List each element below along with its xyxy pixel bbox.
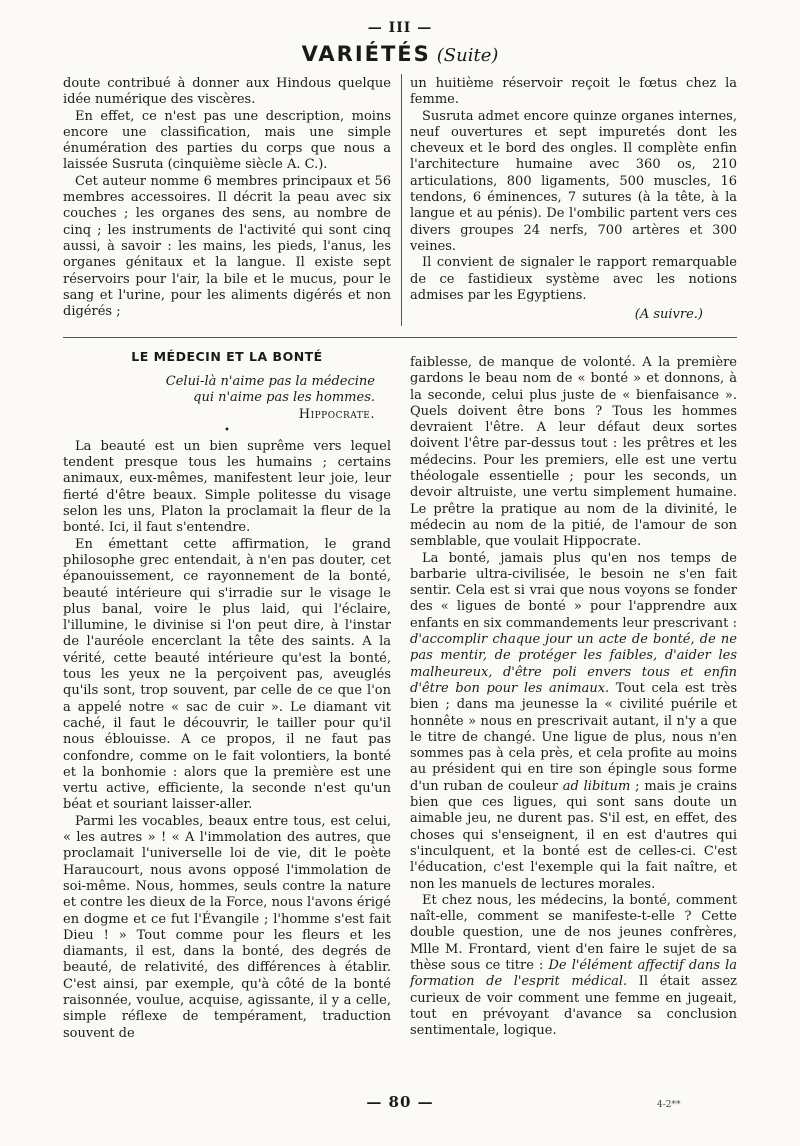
paragraph: Parmi les vocables, beaux entre tous, est celui, « les autres » ! « A l'immolation des autres, que proclamait l'universelle loi de vie, dit le poète Haraucourt, nous avons opposé l'immolation de soi-même. Nous, hommes, seuls contre la nature et contre les dieux de la Force, nous l'avons érigé en dogme et ce fut l'Évangile ; l'homme s'est fait Dieu ! » Tout comme pour les fleurs et les diamants, il est, dans la bonté, des degrés de beauté, de relativité, des différences à établir. C'est ainsi, par exemple, qu'à côté de la bonté raisonnée, voulue, acquise, agissante, il y a celle, simple réflexe de tempérament, traduction souvent de — [63, 813, 391, 1041]
article-title: LE MÉDECIN ET LA BONTÉ — [131, 349, 323, 364]
text-run-italic: De l'élément affectif dans la formation de l'esprit médical. — [410, 957, 737, 990]
printer-code: 4-2** — [657, 1100, 681, 1110]
paragraph: un huitième réservoir reçoit le fœtus chez la femme. — [410, 76, 737, 108]
text-run: Il était assez curieux de voir comment une femme en jugeait, tout en prévoyant d'avance sa conclusion sentimentale, logique. — [410, 974, 737, 1039]
text-run: ; mais je crains bien que ces ligues, qui sont sans doute un aimable jeu, ne durent pas. S'il est, en effet, des choses qui s'enseignent, il en est d'autres qui s'inculquent, et la bonté est de celles-ci. C'est l'éducation, c'est l'exemple qui la fait naître, et non les manuels de lectures morales. — [410, 778, 737, 892]
page-number-roman: — III — — [367, 20, 433, 36]
text-run-italic: d'accomplir chaque jour un acte de bonté, de ne pas mentir, de protéger les faibles, d'aider les malheureux, d'être poli envers tous et enfin d'être bon pour les animaux. — [410, 632, 737, 696]
paragraph: En effet, ce n'est pas une description, moins encore une classification, mais une simple énumération des parties du corps que nous a laissée Susruta (cinquième siècle A. C.). — [63, 108, 391, 173]
paragraph: La beauté est un bien suprême vers lequel tendent presque tous les humains ; certains animaux, eux-mêmes, manifestent leur joie, leur fierté d'être beaux. Simple politesse du visage selon les uns, Platon la proclamait la fleur de la bonté. Ici, il faut s'entendre. — [63, 438, 391, 536]
page-number-footer: — 80 — — [366, 1093, 434, 1111]
paragraph: En émettant cette affirmation, le grand philosophe grec entendait, à n'en pas douter, cet épanouissement, ce rayonnement de la bonté, beauté intérieure qui s'irradie sur le visage le plus banal, voire le plus laid, qui l'éclaire, l'illumine, le divinise si l'on peut dire, à l'instar de l'auréole encerclant la tête des saints. A la vérité, cette beauté intérieure qu'est la bonté, tous les yeux ne la perçoivent pas, aveuglés qu'ils sont, trop souvent, par celle de ce que l'on a appelé notre « sac de cuir ». Le diamant vit caché, il faut le découvrir, le tailler pour qu'il nous éblouisse. A ce propos, il ne faut pas confondre, comme on le fait volontiers, la bonté et la bonhomie : alors que la première est une vertu active, efficiente, la seconde n'est qu'un béat et souriant laisser-aller. — [63, 536, 391, 813]
paragraph: Susruta admet encore quinze organes internes, neuf ouvertures et sept impuretés dont les cheveux et le bord des ongles. Il complète enfin l'architecture humaine avec 360 os, 210 articulations, 800 ligaments, 500 muscles, 16 tendons, 6 éminences, 7 sutures (à la tête, à la langue et au pénis). De l'ombilic partent vers ces divers groupes 24 nerfs, 700 artères et 300 veines. — [410, 108, 737, 254]
epigraph-line: Celui-là n'aime pas la médecine — [165, 374, 375, 389]
epigraph — [63, 374, 391, 423]
paragraph: Cet auteur nomme 6 membres principaux et 56 membres accessoires. Il décrit la peau avec six couches ; les organes des sens, au nombre de cinq ; les instruments de l'activité qui sont cinq aussi, à savoir : les mains, les pieds, l'anus, les organes génitaux et la langue. Il existe sept réservoirs pour l'air, la bile et le mucus, pour le sang et l'urine, pour les aliments digérés et non digérés ; — [63, 173, 391, 320]
column-right-article — [410, 355, 737, 1039]
section-divider — [63, 337, 737, 338]
column-right-top — [410, 76, 737, 323]
column-left-article — [63, 374, 391, 1042]
epigraph-line: qui n'aime pas les hommes. — [193, 390, 375, 406]
section-title: VARIÉTÉS — [301, 42, 431, 66]
text-run: Et chez nous, les médecins, la bonté, comment naît-elle, comment se manifeste-t-elle ? Cette double question, une de nos jeunes confrères, Mlle M. Frontard, vient d'en faire le sujet de sa thèse sous ce titre : — [410, 892, 737, 973]
text-run: Tout cela est très bien ; dans ma jeunesse la « civilité puérile et honnête » nous en prescrivait autant, il n'y a que le titre de changé. Une ligue de plus, nous n'en sommes pas à cela près, et cela profite au moins au président qui en tire son épingle sous forme d'un ruban de couleur — [410, 680, 737, 794]
column-left-top — [63, 76, 391, 320]
text-run: La bonté, jamais plus qu'en nos temps de barbarie ultra-civilisée, le besoin ne s'en fait sentir. Cela est si vrai que nous voyons se fonder des « ligues de bonté » pour l'apprendre aux enfants en six commandements leur prescrivant : — [410, 550, 737, 631]
paragraph: Il convient de signaler le rapport remarquable de ce fastidieux système avec les notions admises par les Egyptiens. — [410, 255, 737, 303]
paragraph — [410, 893, 737, 1040]
text-run-italic: ad libitum — [562, 778, 631, 794]
epigraph-author: Hippocrate. — [298, 406, 375, 422]
paragraph: faiblesse, de manque de volonté. A la première gardons le beau nom de « bonté » et donnons, à la seconde, celui plus juste de « bienfaisance ». Quels doivent être bons ? Tous les hommes devraient l'être. A leur défaut deux sortes doivent l'être par-dessus tout : les prêtres et les médecins. Pour les premiers, elle est une vertu théologale essentielle ; pour les seconds, un devoir altruiste, une vertu simplement humaine. Le prêtre la pratique au nom de la divinité, le médecin au nom de la pitié, de l'amour de son semblable, que voulait Hippocrate. — [410, 355, 737, 550]
section-header — [0, 42, 800, 66]
paragraph — [410, 551, 737, 893]
paragraph: doute contribué à donner aux Hindous quelque idée numérique des viscères. — [63, 76, 391, 108]
column-divider — [401, 74, 402, 326]
section-suite: (Suite) — [436, 45, 499, 66]
ornament-dot: • — [224, 424, 230, 436]
to-be-continued: (A suivre.) — [634, 307, 703, 323]
